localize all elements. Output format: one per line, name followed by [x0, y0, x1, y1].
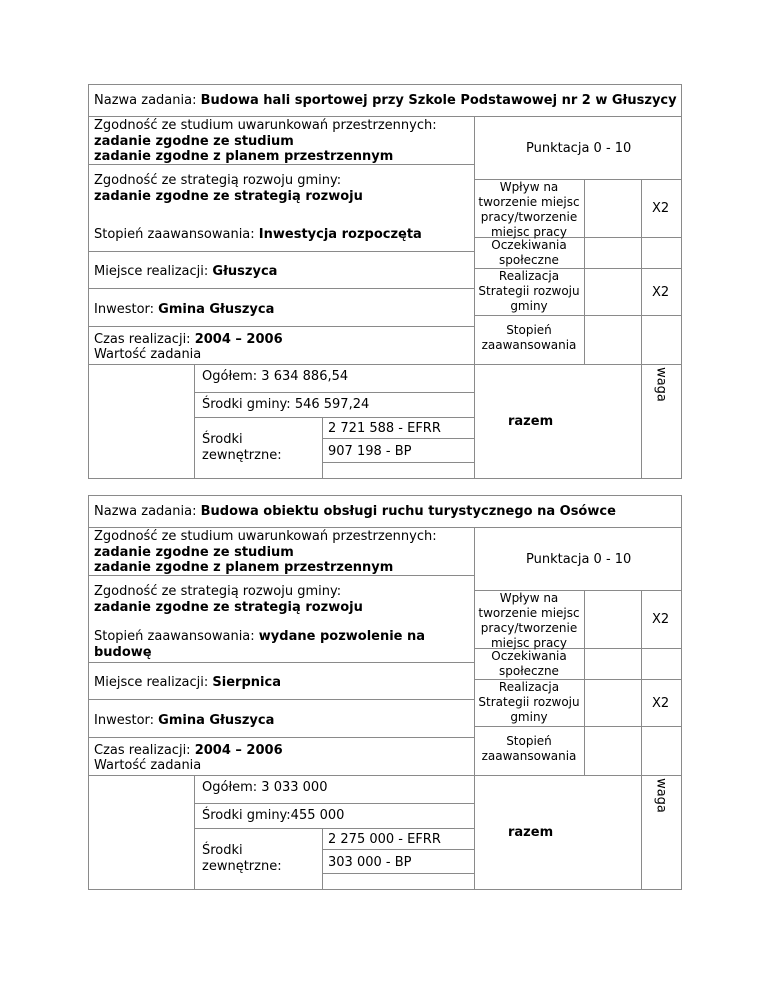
zoning-value: zadanie zgodne z planem przestrzennym	[94, 149, 394, 164]
border	[88, 775, 682, 776]
value-label: Wartość zadania	[94, 347, 202, 362]
weight-x2: X2	[652, 696, 670, 711]
criterion-progress: Stopień zaawansowania	[481, 734, 577, 763]
border	[322, 849, 474, 850]
border	[584, 179, 585, 364]
border	[681, 495, 682, 889]
progress-value: budowę	[94, 645, 152, 660]
label: Nazwa zadania:	[94, 93, 201, 108]
strategy-label: Zgodność ze strategią rozwoju gminy:	[94, 173, 342, 188]
border	[194, 828, 474, 829]
border	[194, 775, 195, 889]
progress-value: wydane pozwolenie na	[258, 629, 426, 644]
total-value: Ogółem: 3 634 886,54	[202, 369, 349, 384]
label: Miejsce realizacji:	[94, 675, 213, 690]
strategy-value: zadanie zgodne ze strategią rozwoju	[94, 189, 363, 204]
border	[88, 699, 474, 700]
external-label: Środki	[202, 843, 243, 858]
label: Miejsce realizacji:	[94, 264, 213, 279]
external-bp: 303 000 - BP	[328, 855, 412, 870]
border	[88, 84, 682, 85]
criterion-jobs: Wpływ na tworzenie miejsc pracy/tworzenie miejsc pracy	[478, 591, 580, 650]
investor-field	[94, 301, 274, 318]
task-title	[94, 92, 677, 109]
score-header: Punktacja 0 - 10	[526, 552, 632, 567]
label: Czas realizacji:	[94, 332, 195, 347]
total-label: razem	[508, 825, 554, 840]
score-header: Punktacja 0 - 10	[526, 141, 632, 156]
progress-field	[94, 628, 425, 645]
zoning-value: zadanie zgodne z planem przestrzennym	[94, 560, 394, 575]
task-title	[94, 503, 616, 520]
external-label: Środki	[202, 432, 243, 447]
external-bp: 907 198 - BP	[328, 444, 412, 459]
progress-value: Inwestycja rozpoczęta	[258, 227, 422, 242]
task-name: Budowa hali sportowej przy Szkole Podstawowej nr 2 w Głuszycy	[200, 93, 677, 108]
progress-field	[94, 226, 422, 243]
external-label: zewnętrzne:	[202, 859, 282, 874]
label: Inwestor:	[94, 302, 159, 317]
border	[88, 288, 474, 289]
border	[88, 251, 474, 252]
external-label: zewnętrzne:	[202, 448, 282, 463]
external-efrr: 2 275 000 - EFRR	[328, 832, 441, 847]
location-value: Głuszyca	[212, 264, 278, 279]
task-card-2	[0, 411, 768, 874]
border	[88, 737, 474, 738]
task-card-1	[0, 0, 768, 463]
municipal-funds: Środki gminy: 546 597,24	[202, 397, 370, 412]
location-field	[94, 263, 277, 280]
location-value: Sierpnica	[212, 675, 281, 690]
zoning-value: zadanie zgodne ze studium	[94, 545, 294, 560]
criterion-social: Oczekiwania społeczne	[491, 238, 567, 267]
border	[322, 828, 323, 889]
border	[584, 590, 585, 775]
label: Stopień zaawansowania:	[94, 227, 259, 242]
label: Czas realizacji:	[94, 743, 195, 758]
border	[88, 662, 474, 663]
border	[88, 495, 89, 889]
label: Inwestor:	[94, 713, 159, 728]
weight-label: waga	[653, 367, 669, 402]
criterion-strategy: Realizacja Strategii rozwoju gminy	[478, 269, 580, 313]
value-label: Wartość zadania	[94, 758, 202, 773]
zoning-label: Zgodność ze studium uwarunkowań przestrzennych:	[94, 529, 437, 544]
border	[322, 873, 474, 874]
border	[474, 315, 682, 316]
total-value: Ogółem: 3 033 000	[202, 780, 328, 795]
criterion-social: Oczekiwania społeczne	[491, 649, 567, 678]
border	[474, 726, 682, 727]
label: Stopień zaawansowania:	[94, 629, 259, 644]
municipal-funds: Środki gminy:455 000	[202, 808, 345, 823]
total-label: razem	[508, 414, 554, 429]
label: Nazwa zadania:	[94, 504, 201, 519]
zoning-label: Zgodność ze studium uwarunkowań przestrzennych:	[94, 118, 437, 133]
border	[194, 803, 474, 804]
location-field	[94, 674, 281, 691]
weight-x2: X2	[652, 201, 670, 216]
time-value: 2004 – 2006	[194, 743, 283, 758]
investor-value: Gmina Głuszyca	[158, 713, 275, 728]
border	[641, 590, 642, 889]
criterion-strategy: Realizacja Strategii rozwoju gminy	[478, 680, 580, 724]
zoning-value: zadanie zgodne ze studium	[94, 134, 294, 149]
criterion-progress: Stopień zaawansowania	[481, 323, 577, 352]
external-efrr: 2 721 588 - EFRR	[328, 421, 441, 436]
criterion-jobs: Wpływ na tworzenie miejsc pracy/tworzenie miejsc pracy	[478, 180, 580, 239]
weight-x2: X2	[652, 285, 670, 300]
investor-value: Gmina Głuszyca	[158, 302, 275, 317]
border	[88, 889, 682, 890]
border	[88, 495, 682, 496]
task-name: Budowa obiektu obsługi ruchu turystycznego na Osówce	[200, 504, 616, 519]
strategy-label: Zgodność ze strategią rozwoju gminy:	[94, 584, 342, 599]
border	[474, 527, 475, 889]
time-value: 2004 – 2006	[194, 332, 283, 347]
border	[194, 392, 474, 393]
border	[88, 326, 474, 327]
weight-x2: X2	[652, 612, 670, 627]
strategy-value: zadanie zgodne ze strategią rozwoju	[94, 600, 363, 615]
border	[88, 364, 682, 365]
weight-label: waga	[653, 778, 669, 813]
investor-field	[94, 712, 274, 729]
